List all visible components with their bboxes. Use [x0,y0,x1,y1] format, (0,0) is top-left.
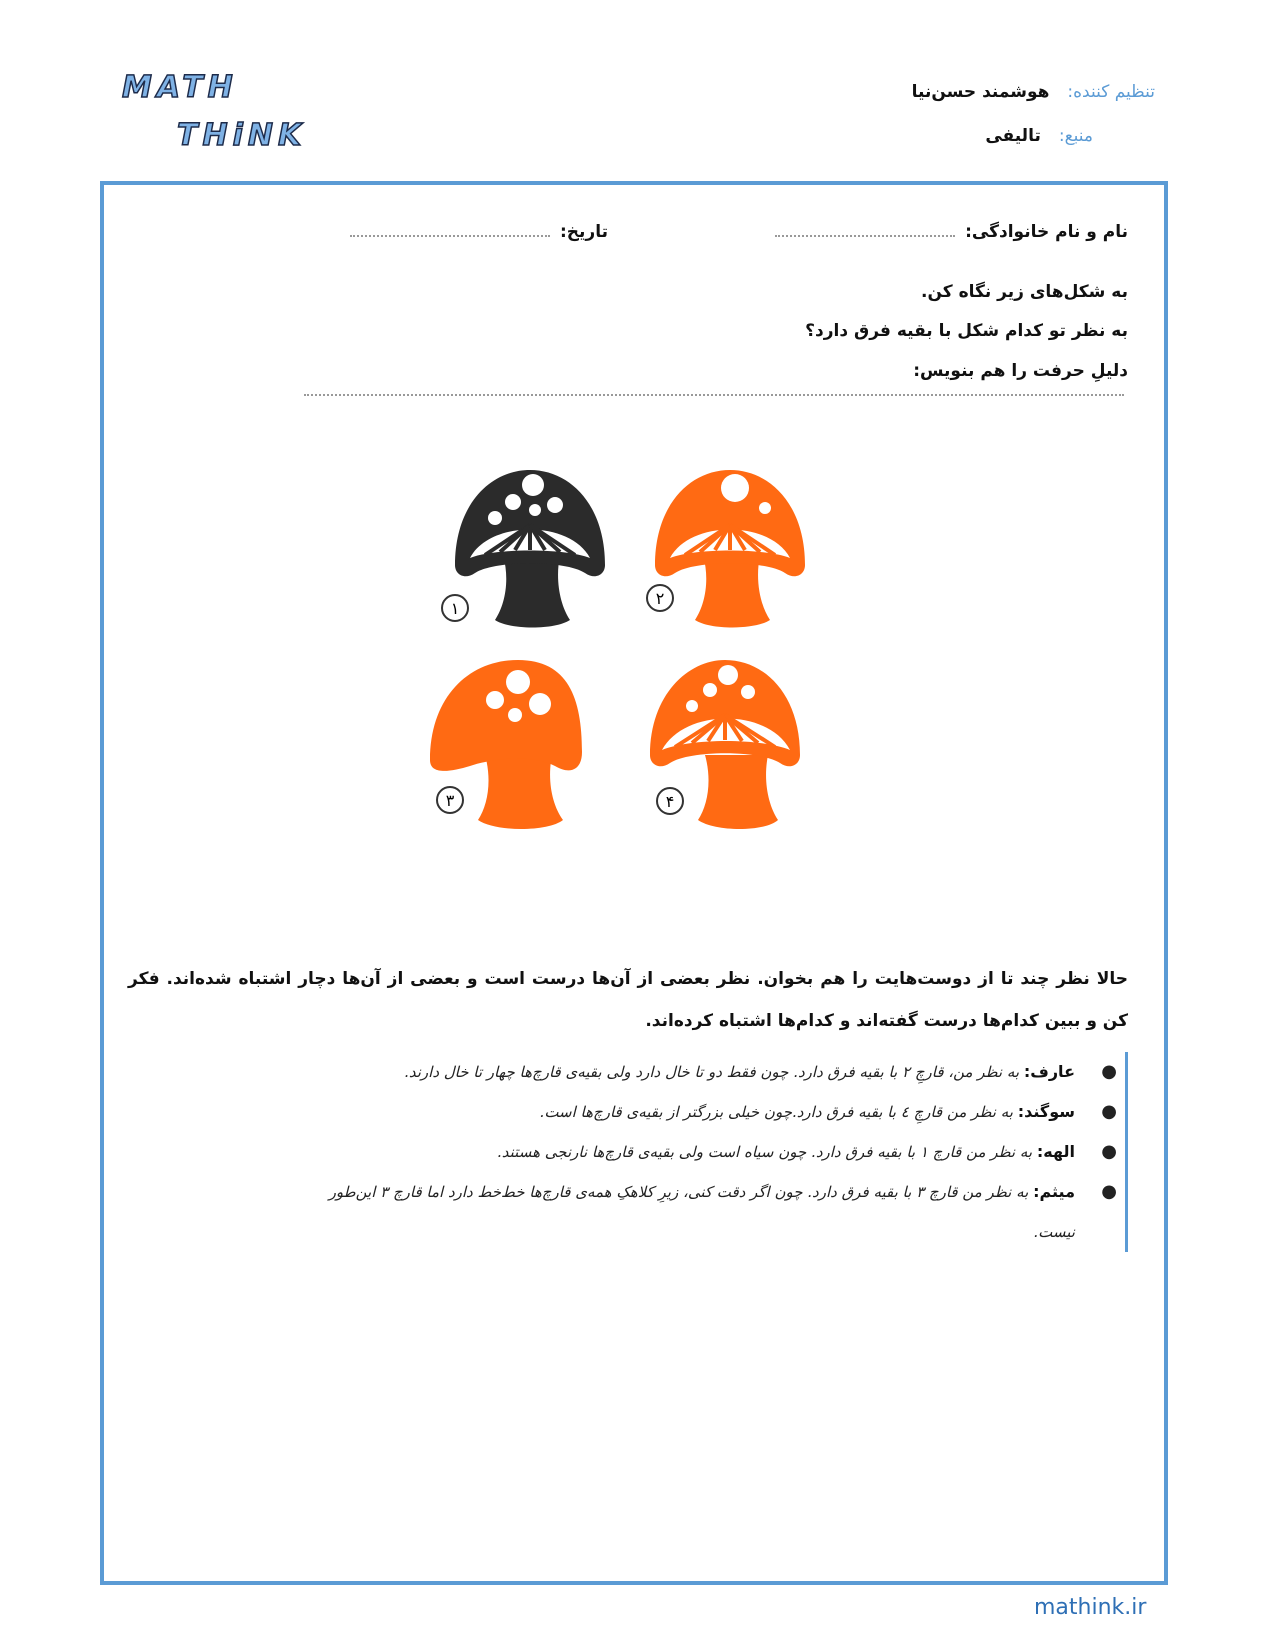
mushroom-2-stem [695,555,770,628]
reason-field[interactable] [304,393,1124,396]
date-group [350,222,608,242]
date-label: تاریخ: [560,222,608,242]
bullet-icon: ● [1101,1101,1117,1122]
bullet-icon: ● [1101,1181,1117,1202]
mushroom-1 [455,470,605,628]
opinion-text: به نظر من قارچ ۳ با بقیه فرق دارد. چون اگر دقت کنی، زیرِ کلاهکِ همه‌ی قارچ‌ها خط‌خط دارد اما قارچ ۳ این‌طور نیست. [328,1183,1075,1241]
mushroom-3-cap [430,660,582,771]
bullet-icon: ● [1101,1141,1117,1162]
opinion-name: عارف: [1023,1062,1075,1081]
svg-text:۱: ۱ [450,599,460,618]
opinion-text: به نظر من، قارچِ ۲ با بقیه فرق دارد. چون فقط دو تا خال دارد ولی بقیه‌ی قارچ‌ها چهار تا خال دارند. [404,1063,1020,1081]
source-row [985,126,1093,146]
mushroom-1-stem [495,555,570,628]
mushroom-1-number [442,595,468,621]
logo-line-math: MATH [122,70,238,105]
mushroom-2 [655,470,805,628]
svg-text:۳: ۳ [445,791,455,810]
date-field[interactable] [350,234,550,237]
opinion-text: به نظر من قارچِ ٤ با بقیه فرق دارد.چون خیلی بزرگتر از بقیه‌ی قارچ‌ها است. [539,1103,1013,1121]
author-label: تنظیم کننده: [1067,82,1155,102]
mushrooms-figure [430,470,850,870]
svg-text:۲: ۲ [655,589,665,608]
mushroom-3-stem [478,755,563,829]
mushroom-2-number [647,585,673,611]
mathink-logo [122,70,322,165]
name-date-row [128,222,1128,242]
question-different: به نظر تو کدام شکل با بقیه فرق دارد؟ [805,321,1128,341]
footer-site-link[interactable]: mathink.ir [1034,1595,1147,1620]
opinion-name: میثم: [1033,1182,1075,1201]
question-reason-row [128,361,1128,401]
opinion-item [297,1132,1117,1172]
opinion-name: سوگند: [1017,1102,1075,1121]
name-label: نام و نام خانوادگی: [965,222,1128,242]
question-look: به شکل‌های زیر نگاه کن. [921,282,1128,302]
mushroom-3-number [437,787,463,813]
opinion-name: الهه: [1036,1142,1075,1161]
opinion-text: به نظر من قارچ ۱ با بقیه فرق دارد. چون سیاه است ولی بقیه‌ی قارچ‌ها نارنجی هستند. [497,1143,1033,1161]
author-value: هوشمند حسن‌نیا [911,82,1050,102]
svg-text:۴: ۴ [665,792,675,811]
mushroom-4-stem [698,755,778,829]
name-field[interactable] [775,234,955,237]
instruction-paragraph: حالا نظر چند تا از دوست‌هایت را هم بخوان. نظر بعضی از آن‌ها درست است و بعضی از آن‌ها دچار اشتباه شده‌اند. فکر کن و ببین کدام‌ها درست گفته‌اند و کدام‌ها اشتباه کرده‌اند. [128,969,1128,1031]
source-label: منبع: [1058,126,1093,146]
opinion-item [297,1172,1117,1252]
logo-line-think: THiNK [177,118,307,153]
opinions-list [297,1052,1128,1252]
reason-label: دلیلِ حرفت را هم بنویس: [913,361,1128,381]
mushroom-4-number [657,788,683,814]
bullet-icon: ● [1101,1061,1117,1082]
opinion-item [297,1052,1117,1092]
source-value: تالیفی [985,126,1041,146]
author-row [912,82,1155,102]
opinion-item [297,1092,1117,1132]
